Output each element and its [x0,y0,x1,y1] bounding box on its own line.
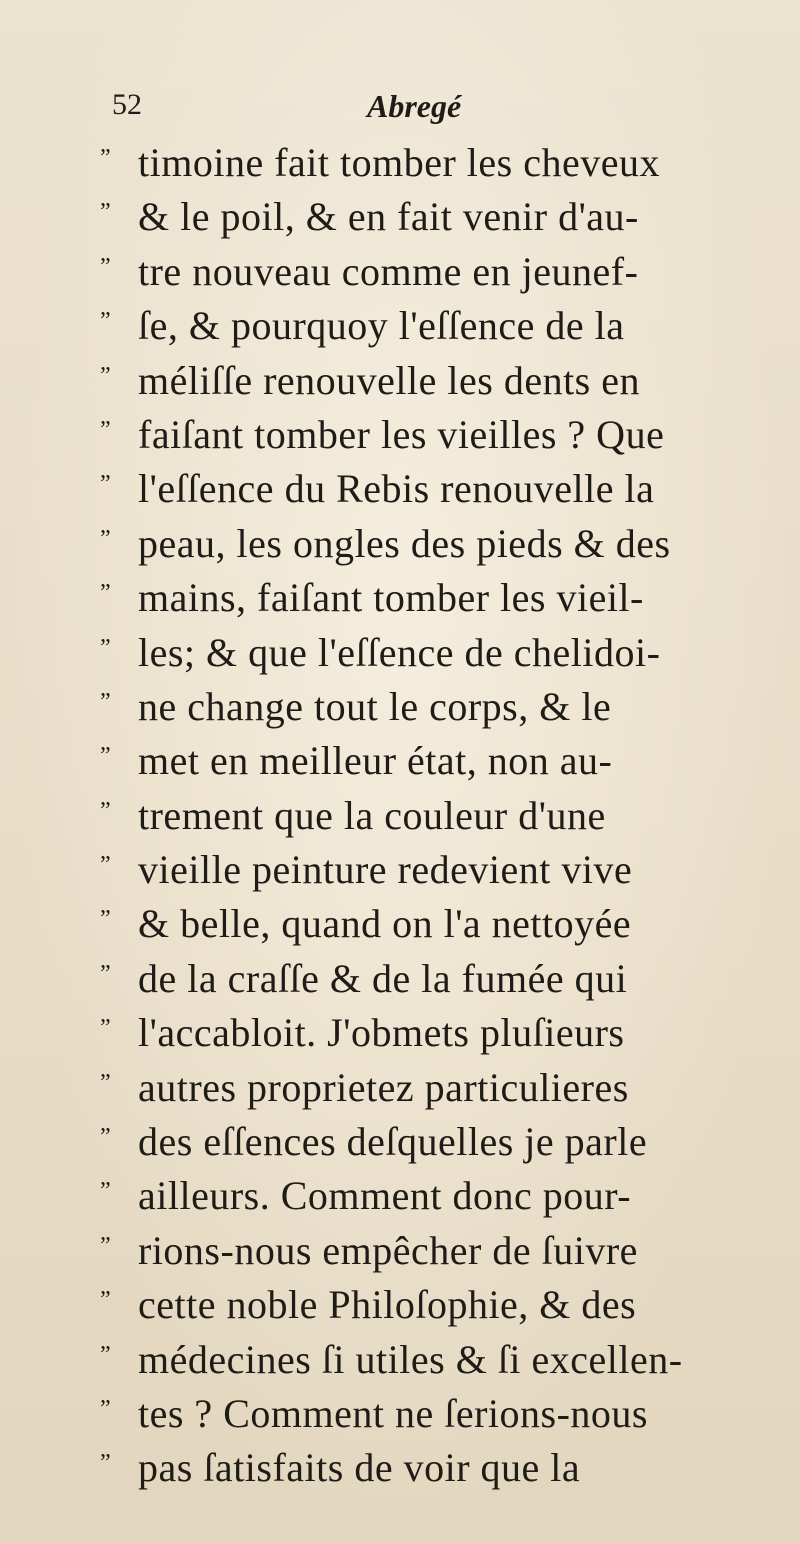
quote-mark: ” [100,1450,112,1477]
quote-mark: ” [100,1178,112,1205]
text-line [100,1387,780,1441]
quote-mark: ” [100,145,112,171]
quote-mark: ” [100,1287,112,1314]
quote-mark: ” [100,1341,112,1368]
quote-mark: ” [100,906,112,933]
line-text: ſe, & pourquoy l'eſſence de la [138,303,625,349]
quote-mark: ” [100,253,112,280]
quote-mark: ” [100,1069,112,1096]
quote-mark: ” [100,960,112,987]
line-text: peau, les ongles des pieds & des [138,520,671,566]
text-line [100,1224,780,1278]
text-line [100,843,780,897]
text-line [100,408,780,462]
text-line [100,354,780,408]
text-line [100,680,780,734]
line-text: & belle, quand on l'a nettoyée [138,901,632,947]
quote-mark: ” [100,416,112,443]
line-text: ailleurs. Comment donc pour- [138,1173,632,1219]
text-line [100,190,780,244]
text-line [100,734,780,788]
line-text: des eſſences deſquelles je parle [138,1119,648,1165]
text-line [100,1061,780,1115]
text-line [100,1169,780,1223]
text-line [100,1278,780,1332]
text-line [100,136,780,190]
line-text: timoine fait tomber les cheveux [138,140,661,185]
line-text: tes ? Comment ne ſerions-nous [138,1390,648,1436]
line-text: méliſſe renouvelle les dents en [138,357,641,403]
text-line [100,462,780,516]
quote-mark: ” [100,580,112,607]
text-line [100,1006,780,1060]
text-line [100,1333,780,1387]
line-text: pas ſatisfaits de voir que la [138,1445,581,1491]
text-line [100,1115,780,1169]
quote-mark: ” [100,362,112,389]
quote-mark: ” [100,1232,112,1259]
line-text: met en meilleur état, non au- [138,738,613,784]
line-text: l'eſſence du Rebis renouvelle la [138,466,655,512]
quote-mark: ” [100,199,112,226]
text-line [100,571,780,625]
quote-mark: ” [100,688,112,715]
quote-mark: ” [100,1124,112,1151]
running-title: Abregé [367,88,462,124]
line-text: vieille peinture redevient vive [138,847,633,893]
text-line [100,789,780,843]
line-text: ne change tout le corps, & le [138,683,612,729]
text-line [100,245,780,299]
body-text [100,136,780,1496]
quote-mark: ” [100,634,112,661]
line-text: mains, faiſant tomber les vieil- [138,575,644,621]
text-line [100,1441,780,1495]
text-line [100,517,780,571]
text-line [100,952,780,1006]
line-text: & le poil, & en fait venir d'au- [138,194,639,240]
line-text: autres proprietez particulieres [138,1064,629,1110]
line-text: de la craſſe & de la fumée qui [138,955,628,1001]
line-text: médecines ſi utiles & ſi excellen- [138,1336,683,1382]
line-text: les; & que l'eſſence de chelidoi- [138,629,661,675]
line-text: l'accabloit. J'obmets pluſieurs [138,1010,625,1056]
text-line [100,897,780,951]
quote-mark: ” [100,1015,112,1042]
quote-mark: ” [100,1395,112,1422]
quote-mark: ” [100,471,112,498]
line-text: rions-nous empêcher de ſuivre [138,1227,638,1273]
quote-mark: ” [100,525,112,552]
quote-mark: ” [100,797,112,824]
quote-mark: ” [100,743,112,770]
line-text: cette noble Philoſophie, & des [138,1282,637,1328]
line-text: tre nouveau comme en jeunef- [138,248,639,294]
page-header [112,88,632,136]
line-text: faiſant tomber les vieilles ? Que [138,411,665,457]
line-text: trement que la couleur d'une [138,792,606,838]
quote-mark: ” [100,852,112,879]
page-number: 52 [112,88,142,121]
text-line [100,299,780,353]
text-line [100,626,780,680]
quote-mark: ” [100,308,112,335]
